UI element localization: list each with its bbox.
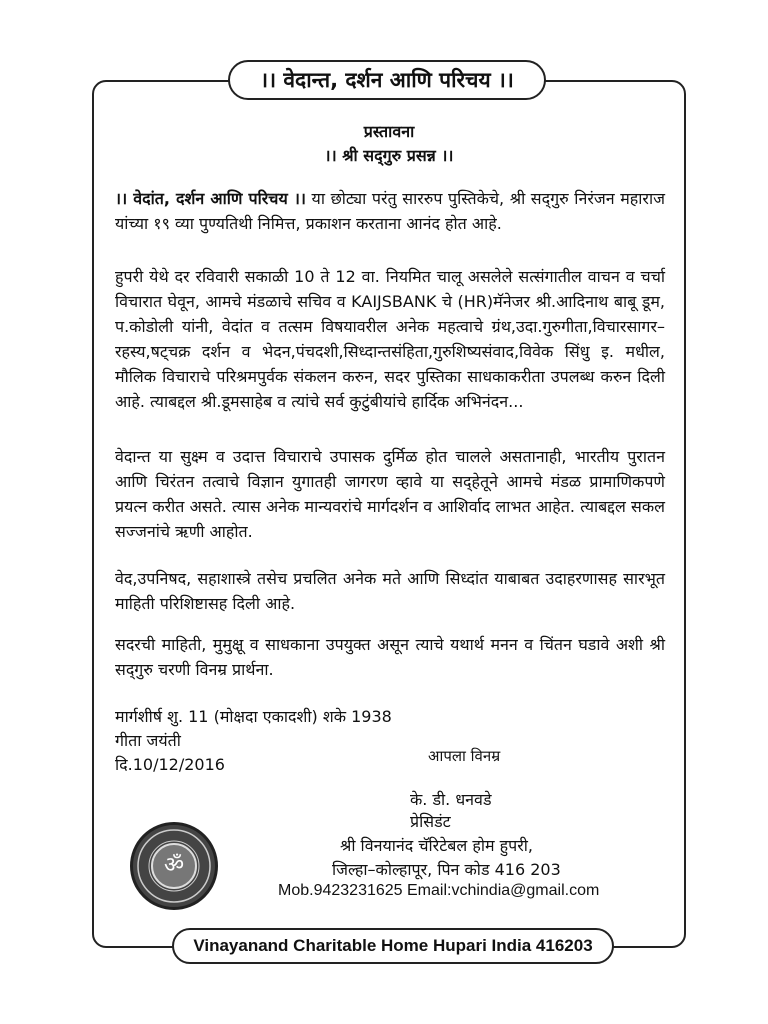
signature-closing: आपला विनम्र bbox=[428, 747, 501, 765]
preface-subheading: ।। श्री सद्‌गुरु प्रसन्न ।। bbox=[324, 146, 454, 165]
signature-name: के. डी. धनवडे bbox=[410, 790, 492, 809]
om-seal-icon bbox=[130, 822, 218, 910]
header-title: ।। वेदान्त, दर्शन आणि परिचय ।। bbox=[228, 60, 546, 100]
signature-org: श्री विनयानंद चॅरिटेबल होम हुपरी, bbox=[340, 836, 533, 855]
dateline-line2: गीता जयंती bbox=[115, 731, 181, 750]
preface-heading: प्रस्तावना bbox=[363, 122, 415, 141]
dateline-line1: मार्गशीर्ष शु. 11 (मोक्षदा एकादशी) शके 1938 bbox=[115, 707, 392, 726]
paragraph-contents: वेद,उपनिषद, सहाशास्त्रे तसेच प्रचलित अनेक मते आणि सिध्दांत याबाबत उदाहरणासह सारभूत माहिती परिशिष्टासह दिली आहे. bbox=[115, 569, 665, 613]
signature-contact: Mob.9423231625 Email:vchindia@gmail.com bbox=[278, 882, 600, 899]
footer-title: Vinayanand Charitable Home Hupari India 416203 bbox=[172, 928, 614, 964]
paragraph-text: या छोट्या परंतु साररुप पुस्तिकेचे, श्री सद्‌गुरु निरंजन महाराज यांच्या १९ व्या पुण्यतिथी निमित्त, प्रकाशन करताना आनंद होत आहे. bbox=[115, 189, 665, 233]
paragraph-vedanta: वेदान्त या सुक्ष्म व उदात्त विचाराचे उपासक दुर्मिळ होत चालले असतानाही, भारतीय पुरातन आणि चिरंतन तत्वाचे विज्ञान युगातही जागरण व्हावे या सद्हेतूने आमचे मंडळ प्रामाणिकपणे प्रयत्न करीत असते. त्यास अनेक मान्यवरांचे मार्गदर्शन व आशिर्वाद लाभत आहेत. त्याबद्दल सकल सज्जनांचे ऋणी आहोत. bbox=[115, 447, 665, 541]
paragraph-lead: ।। वेदांत, दर्शन आणि परिचय ।। bbox=[115, 189, 306, 208]
signature-role: प्रेसिडंट bbox=[410, 812, 451, 831]
om-glyph: ॐ bbox=[151, 843, 197, 889]
paragraph-intro bbox=[115, 186, 665, 236]
dateline-date: दि.10/12/2016 bbox=[115, 755, 225, 774]
paragraph-prayer: सदरची माहिती, मुमुक्षू व साधकाना उपयुक्त असून त्याचे यथार्थ मनन व चिंतन घडावे अशी श्री सद्‌गुरु चरणी विनम्र प्रार्थना. bbox=[115, 635, 665, 679]
paragraph-compilation: हुपरी येथे दर रविवारी सकाळी 10 ते 12 वा. नियमित चालू असलेले सत्संगातील वाचन व चर्चा विचारात घेवून, आमचे मंडळाचे सचिव व KAIJSBANK चे (HR)मॅनेजर श्री.आदिनाथ बाबू डूम, प.कोडोली यांनी, वेदांत व तत्सम विषयावरील अनेक महत्वाचे ग्रंथ,उदा.गुरुगीता,विचारसागर–रहस्य,षट्चक्र दर्शन व भेदन,पंचदशी,सिध्दान्तसंहिता,गुरुशिष्यसंवाद,विवेक सिंधु इ. मधील, मौलिक विचाराचे परिश्रमपुर्वक संकलन करुन, सदर पुस्तिका साधकाकरीता उपलब्ध करुन दिली आहे. त्याबद्दल श्री.डूमसाहेब व त्यांचे सर्व कुटुंबीयांचे हार्दिक अभिनंदन... bbox=[115, 267, 665, 411]
signature-address: जिल्हा–कोल्हापूर, पिन कोड 416 203 bbox=[332, 860, 561, 879]
